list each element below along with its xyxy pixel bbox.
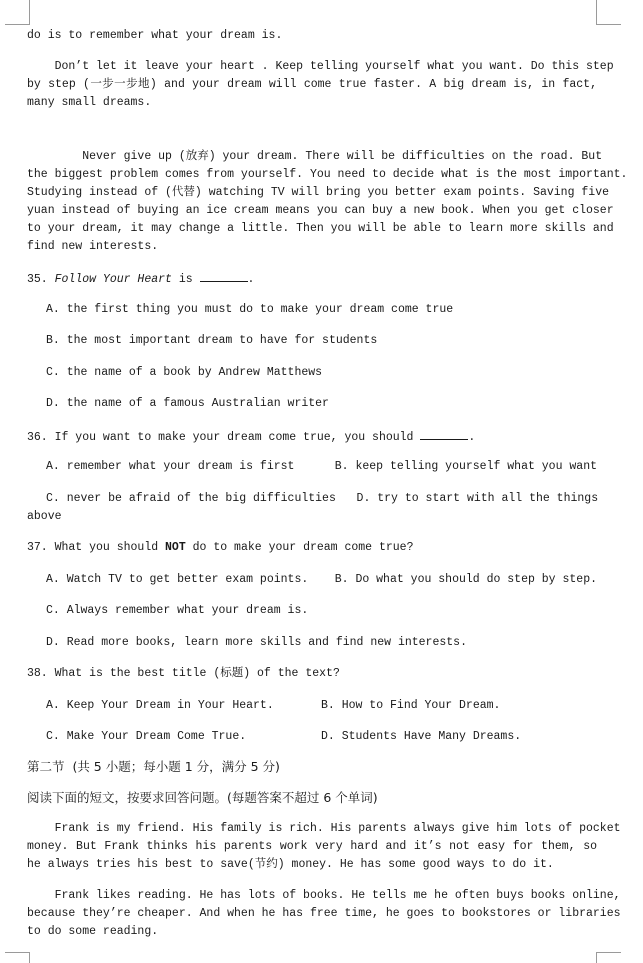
passage-line: to your dream, it may change a little. Then you will be able to learn more skills and (27, 222, 614, 235)
passage-line: he always tries his best to save(节约) money. He has some good ways to do it. (27, 858, 554, 871)
question-end: . (247, 273, 255, 286)
passage-line: Frank likes reading. He has lots of books. He tells me he often buys books online, (27, 889, 621, 902)
option-a: A. Keep Your Dream in Your Heart. (46, 698, 274, 712)
option-cd: C. never be afraid of the big difficulties D. try to start with all the things (46, 491, 599, 505)
question-end: . (468, 430, 476, 444)
page-corner-mark (596, 0, 621, 25)
passage-line: to do some reading. (27, 925, 159, 938)
document-page (27, 27, 628, 941)
passage-line: many small dreams. (27, 96, 152, 109)
question-number: 35. (27, 273, 55, 286)
section-heading: 第二节 (共 5 小题；每小题 1 分，满分 5 分) (27, 759, 280, 774)
question-text: 37. What you should (27, 541, 166, 554)
option-row (27, 458, 597, 476)
option-d: D. the name of a famous Australian writer (46, 397, 329, 410)
question-37 (27, 539, 597, 557)
page-corner-mark (5, 0, 30, 25)
option-d: D. Read more books, learn more skills and find new interests. (46, 635, 467, 649)
option-a: A. the first thing you must do to make your dream come true (46, 302, 454, 316)
option-row (27, 697, 597, 715)
option-d: D. Students Have Many Dreams. (321, 730, 522, 743)
option-row (27, 728, 597, 746)
emphasis-not: NOT (165, 541, 186, 554)
answer-blank (200, 269, 248, 282)
passage-line: because they’re cheaper. And when he has free time, he goes to bookstores or libraries (27, 907, 621, 920)
question-text: 36. If you want to make your dream come true, you should (27, 430, 421, 444)
passage-line: the biggest problem comes from yourself. You need to decide what is the most important. (27, 168, 628, 181)
option-b: B. keep telling yourself what you want (334, 460, 597, 473)
passage-line: Never give up (放弃) your dream. There will be difficulties on the road. But (27, 150, 603, 163)
option-b: B. Do what you should do step by step. (334, 572, 597, 586)
option-c: C. Make Your Dream Come True. (46, 730, 247, 743)
question-35 (27, 269, 597, 287)
option-row (27, 571, 597, 589)
option-a: A. remember what your dream is first (46, 460, 295, 473)
passage-line: Studying instead of (代替) watching TV will bring you better exam points. Saving five (27, 186, 609, 199)
option-continuation: above (27, 509, 62, 523)
question-36 (27, 427, 597, 445)
book-title: Follow Your Heart (54, 273, 172, 286)
option-c: C. the name of a book by Andrew Matthews (46, 365, 323, 379)
option-c: C. Always remember what your dream is. (46, 604, 309, 617)
section-instruction: 阅读下面的短文，按要求回答问题。(每题答案不超过 6 个单词) (27, 790, 378, 805)
passage-line: yuan instead of buying an ice cream means you can buy a new book. When you get closer (27, 204, 614, 217)
question-text: do to make your dream come true? (185, 541, 414, 554)
passage-line: Don’t let it leave your heart . Keep telling yourself what you want. Do this step (27, 60, 614, 73)
question-text: is (171, 273, 200, 286)
option-a: A. Watch TV to get better exam points. (46, 572, 309, 586)
option-b: B. the most important dream to have for students (46, 334, 378, 347)
passage-line: by step (一步一步地) and your dream will come true faster. A big dream is, in fact, (27, 78, 597, 91)
passage-line: money. But Frank thinks his parents work very hard and it’s not easy for them, so (27, 840, 597, 853)
passage-line: find new interests. (27, 240, 159, 253)
option-b: B. How to Find Your Dream. (321, 698, 501, 712)
question-38: 38. What is the best title (标题) of the text? (27, 667, 340, 680)
passage-line: Frank is my friend. His family is rich. His parents always give him lots of pocket (27, 822, 621, 835)
passage-line: do is to remember what your dream is. (27, 29, 283, 42)
answer-blank (420, 427, 468, 440)
